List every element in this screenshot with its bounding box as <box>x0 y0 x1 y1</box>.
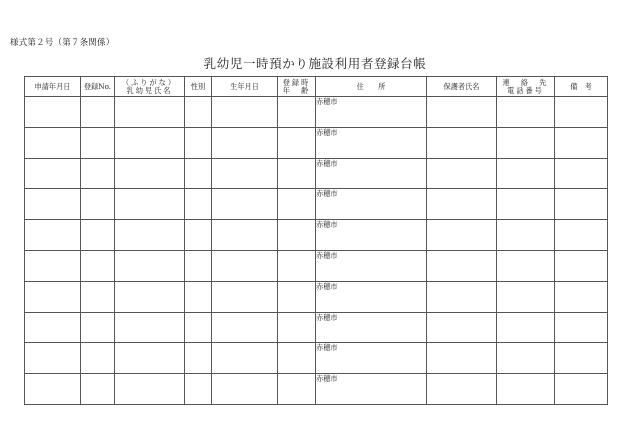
blank-cell <box>427 97 497 128</box>
blank-cell <box>555 312 608 343</box>
address-cell: 赤穂市 <box>316 343 427 374</box>
blank-cell <box>25 374 81 405</box>
blank-cell <box>115 250 185 281</box>
blank-cell <box>115 189 185 220</box>
blank-cell <box>25 127 81 158</box>
blank-cell <box>555 374 608 405</box>
blank-cell <box>555 97 608 128</box>
blank-cell <box>212 127 278 158</box>
blank-cell <box>115 343 185 374</box>
address-cell: 赤穂市 <box>316 250 427 281</box>
blank-cell <box>81 127 115 158</box>
blank-cell <box>25 343 81 374</box>
blank-cell <box>278 374 316 405</box>
blank-cell <box>185 189 212 220</box>
blank-cell <box>212 374 278 405</box>
blank-cell <box>497 127 555 158</box>
blank-cell <box>81 97 115 128</box>
blank-cell <box>497 312 555 343</box>
table-row <box>25 97 608 128</box>
blank-cell <box>115 220 185 251</box>
col-gender-header <box>185 77 212 97</box>
blank-cell <box>185 312 212 343</box>
blank-cell <box>115 281 185 312</box>
table-header <box>25 77 608 97</box>
header-label: 住 所 <box>356 81 386 91</box>
header-label: 登録No. <box>83 81 112 91</box>
address-cell: 赤穂市 <box>316 189 427 220</box>
blank-cell <box>81 250 115 281</box>
registration-table <box>24 76 608 405</box>
blank-cell <box>185 220 212 251</box>
form-number-label: 様式第２号（第７条関係） <box>10 38 115 48</box>
address-cell: 赤穂市 <box>316 127 427 158</box>
blank-cell <box>427 189 497 220</box>
table-row <box>25 158 608 189</box>
blank-cell <box>212 312 278 343</box>
blank-cell <box>555 220 608 251</box>
blank-cell <box>25 189 81 220</box>
blank-cell <box>497 374 555 405</box>
blank-cell <box>212 220 278 251</box>
address-cell: 赤穂市 <box>316 312 427 343</box>
blank-cell <box>427 127 497 158</box>
blank-cell <box>115 97 185 128</box>
blank-cell <box>555 250 608 281</box>
blank-cell <box>25 97 81 128</box>
blank-cell <box>212 189 278 220</box>
blank-cell <box>278 220 316 251</box>
blank-cell <box>497 281 555 312</box>
blank-cell <box>278 189 316 220</box>
blank-cell <box>497 158 555 189</box>
table-row <box>25 343 608 374</box>
blank-cell <box>81 281 115 312</box>
header-row <box>25 77 608 97</box>
blank-cell <box>81 343 115 374</box>
blank-cell <box>427 250 497 281</box>
address-cell: 赤穂市 <box>316 281 427 312</box>
blank-cell <box>115 312 185 343</box>
blank-cell <box>81 312 115 343</box>
blank-cell <box>278 158 316 189</box>
address-cell: 赤穂市 <box>316 220 427 251</box>
col-remarks-header <box>555 77 608 97</box>
table-row <box>25 220 608 251</box>
header-label: 保護者氏名 <box>443 81 480 91</box>
blank-cell <box>25 281 81 312</box>
col-child-name-header <box>115 77 185 97</box>
blank-cell <box>427 281 497 312</box>
blank-cell <box>278 312 316 343</box>
blank-cell <box>212 97 278 128</box>
blank-cell <box>25 220 81 251</box>
table-row <box>25 312 608 343</box>
header-label: 生年月日 <box>230 81 259 91</box>
table-row <box>25 127 608 158</box>
table-row <box>25 250 608 281</box>
blank-cell <box>81 220 115 251</box>
table-body <box>25 97 608 405</box>
blank-cell <box>497 220 555 251</box>
blank-cell <box>278 281 316 312</box>
header-label: 申請年月日 <box>34 81 71 91</box>
col-age-at-registration-header <box>278 77 316 97</box>
blank-cell <box>115 127 185 158</box>
col-contact-phone-header <box>497 77 555 97</box>
col-guardian-name-header <box>427 77 497 97</box>
blank-cell <box>555 281 608 312</box>
blank-cell <box>185 281 212 312</box>
blank-cell <box>185 250 212 281</box>
col-registration-no-header <box>81 77 115 97</box>
address-cell: 赤穂市 <box>316 97 427 128</box>
table-row <box>25 281 608 312</box>
blank-cell <box>278 97 316 128</box>
blank-cell <box>185 127 212 158</box>
blank-cell <box>497 343 555 374</box>
blank-cell <box>278 343 316 374</box>
blank-cell <box>25 250 81 281</box>
blank-cell <box>185 374 212 405</box>
blank-cell <box>278 127 316 158</box>
address-cell: 赤穂市 <box>316 158 427 189</box>
address-cell: 赤穂市 <box>316 374 427 405</box>
table-row <box>25 374 608 405</box>
blank-cell <box>497 97 555 128</box>
blank-cell <box>185 343 212 374</box>
blank-cell <box>81 374 115 405</box>
blank-cell <box>212 250 278 281</box>
blank-cell <box>555 343 608 374</box>
blank-cell <box>185 158 212 189</box>
blank-cell <box>115 158 185 189</box>
blank-cell <box>212 281 278 312</box>
col-application-date-header <box>25 77 81 97</box>
blank-cell <box>278 250 316 281</box>
blank-cell <box>427 220 497 251</box>
blank-cell <box>115 374 185 405</box>
page-title: 乳幼児一時預かり施設利用者登録台帳 <box>203 56 427 71</box>
header-label: 備 考 <box>570 81 592 91</box>
blank-cell <box>212 158 278 189</box>
blank-cell <box>427 374 497 405</box>
blank-cell <box>497 189 555 220</box>
blank-cell <box>25 158 81 189</box>
blank-cell <box>81 158 115 189</box>
col-birth-date-header <box>212 77 278 97</box>
blank-cell <box>212 343 278 374</box>
blank-cell <box>555 158 608 189</box>
blank-cell <box>427 343 497 374</box>
blank-cell <box>427 312 497 343</box>
blank-cell <box>25 312 81 343</box>
header-label: 性別 <box>190 81 206 91</box>
blank-cell <box>555 127 608 158</box>
header-label: 連 絡 先 <box>502 77 549 87</box>
blank-cell <box>427 158 497 189</box>
header-label: 年 齢 <box>282 85 311 95</box>
col-address-header <box>316 77 427 97</box>
blank-cell <box>185 97 212 128</box>
blank-cell <box>555 189 608 220</box>
header-label: （ふりがな） <box>121 77 178 87</box>
blank-cell <box>497 250 555 281</box>
header-label: 登録時 <box>282 77 311 87</box>
header-label: 電話番号 <box>507 85 544 95</box>
table-row <box>25 189 608 220</box>
header-label: 乳幼児氏名 <box>126 85 173 95</box>
blank-cell <box>81 189 115 220</box>
